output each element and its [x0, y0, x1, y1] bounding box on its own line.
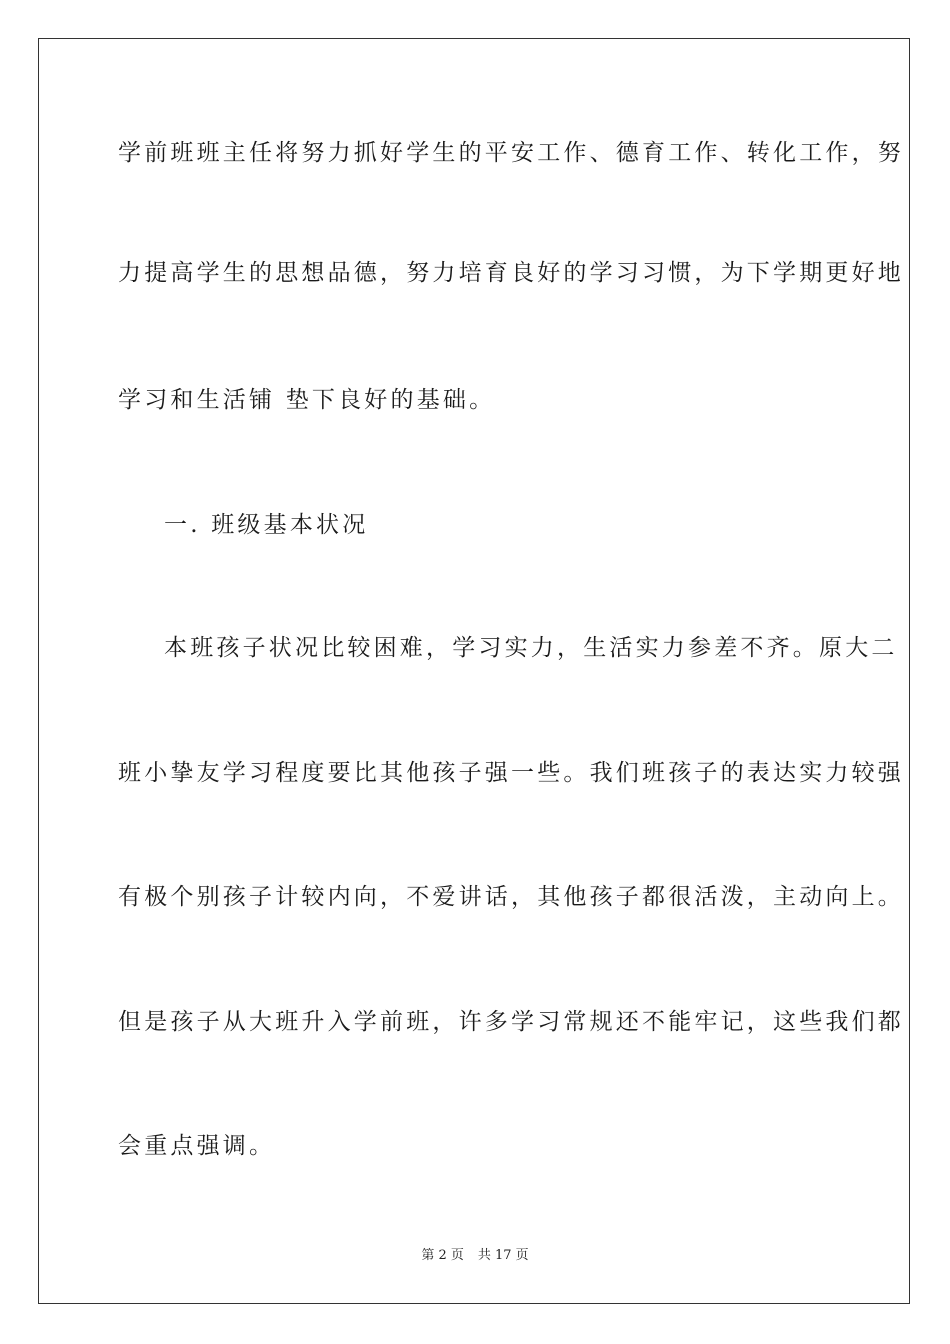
page-total: 共 17 页: [477, 1248, 529, 1263]
paragraph-line: 本班孩子状况比较困难，学习实力，生活实力参差不齐。原大二: [164, 635, 898, 661]
paragraph-line: 有极个别孩子计较内向，不爱讲话，其他孩子都很活泼，主动向上。: [118, 884, 904, 910]
page-footer: [0, 1248, 950, 1264]
section-heading: 一. 班级基本状况: [164, 512, 369, 538]
paragraph-line: 会重点强调。: [118, 1133, 276, 1159]
page-border: [38, 38, 910, 1304]
paragraph-line: 学前班班主任将努力抓好学生的平安工作、德育工作、转化工作，努: [118, 140, 904, 166]
paragraph-line: 力提高学生的思想品德，努力培育良好的学习习惯，为下学期更好地: [118, 260, 904, 286]
paragraph-line: 班小挚友学习程度要比其他孩子强一些。我们班孩子的表达实力较强: [118, 760, 904, 786]
paragraph-line: 但是孩子从大班升入学前班，许多学习常规还不能牢记，这些我们都: [118, 1009, 904, 1035]
paragraph-line: 学习和生活铺 垫下良好的基础。: [118, 387, 496, 413]
page-number: 第 2 页: [421, 1248, 464, 1263]
